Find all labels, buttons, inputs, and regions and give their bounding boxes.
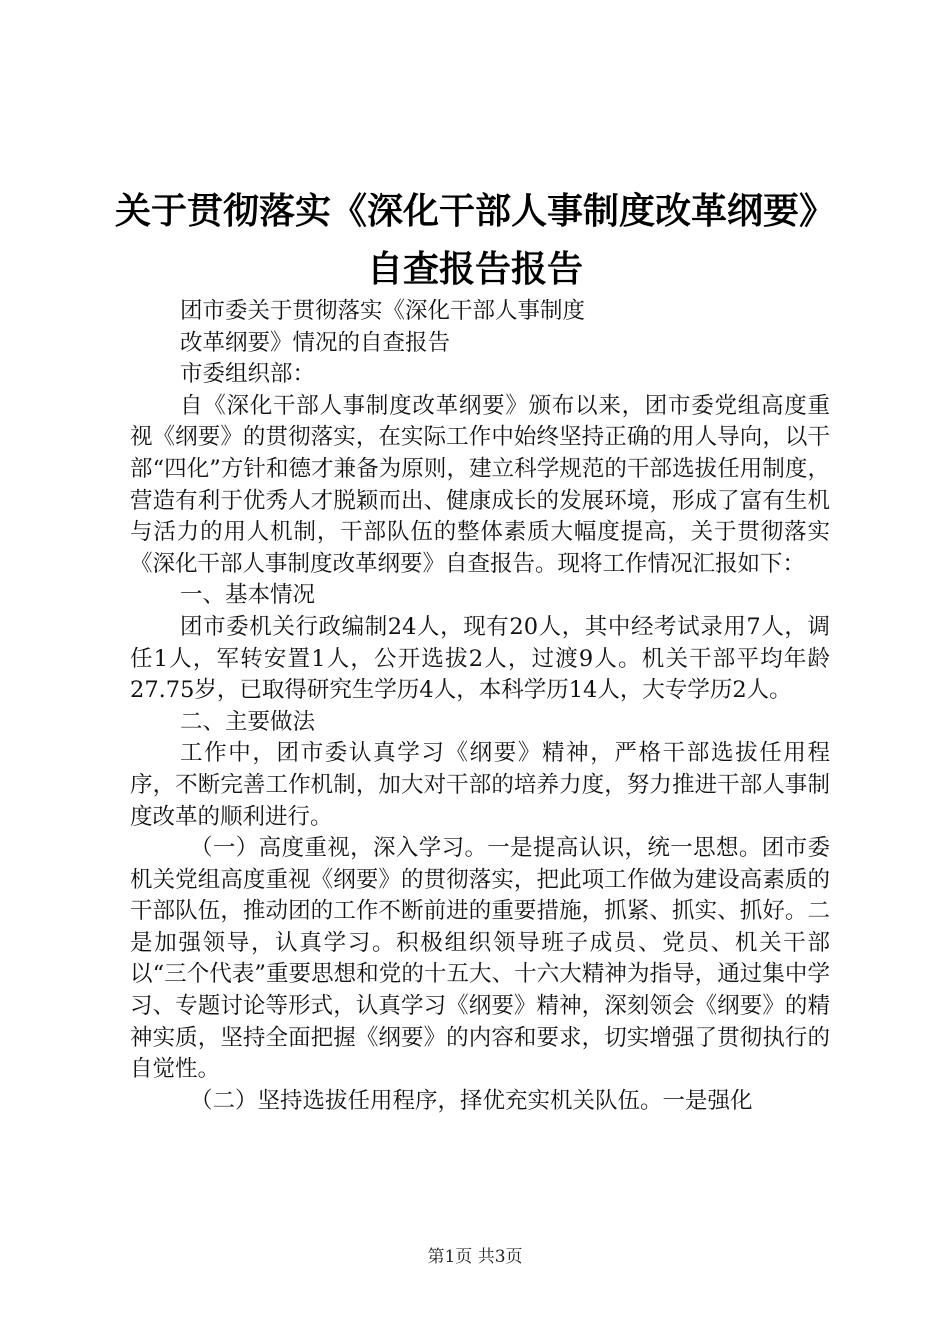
methods-item-1-paragraph: （一）高度重视，深入学习。一是提高认识，统一思想。团市委机关党组高度重视《纲要》的贯彻落实，把此项工作做为建设高素质的干部队伍，推动团的工作不断前进的重要措施，抓紧、抓实、抓好。二是加强领导，认真学习。积极组织领导班子成员、党员、机关干部以“三个代表”重要思想和党的十五大、十六大精神为指导，通过集中学习、专题讨论等形式，认真学习《纲要》精神，深刻领会《纲要》的精神实质，坚持全面把握《纲要》的内容和要求，切实增强了贯彻执行的自觉性。 [130,835,830,1083]
document-title-line-2: 自查报告报告 [366,248,583,290]
methods-item-2-paragraph: （二）坚持选拔任用程序，择优充实机关队伍。一是强化 [190,1087,753,1114]
salutation: 市委组织部： [180,361,316,388]
methods-intro-paragraph: 工作中，团市委认真学习《纲要》精神，严格干部选拔任用程序，不断完善工作机制，加大对干部的培养力度，努力推进干部人事制度改革的顺利进行。 [130,740,830,830]
intro-paragraph: 自《深化干部人事制度改革纲要》颁布以来，团市委党组高度重视《纲要》的贯彻落实，在实际工作中始终坚持正确的用人导向，以干部“四化”方针和德才兼备为原则，建立科学规范的干部选拔任用制度，营造有利于优秀人才脱颖而出、健康成长的发展环境，形成了富有生机与活力的用人机制，干部队伍的整体素质大幅度提高，关于贯彻落实《深化干部人事制度改革纲要》自查报告。现将工作情况汇报如下： [130,392,830,577]
page-footer: 第1页 共3页 [427,1247,523,1267]
document-body [130,296,830,1117]
section-heading-basic: 一、基本情况 [180,582,316,609]
section-heading-methods: 二、主要做法 [180,708,316,735]
basic-situation-paragraph: 团市委机关行政编制24人，现有20人，其中经考试录用7人，调任1人，军转安置1人，公开选拔2人，过渡9人。机关干部平均年龄27.75岁，已取得研究生学历4人，本科学历14人，大专学历2人。 [130,613,830,704]
subtitle-line-1: 团市委关于贯彻落实《深化干部人事制度 [180,298,586,324]
subtitle-line-2: 改革纲要》情况的自查报告 [180,329,451,356]
document-title-line-1: 关于贯彻落实《深化干部人事制度改革纲要》 [114,190,835,232]
